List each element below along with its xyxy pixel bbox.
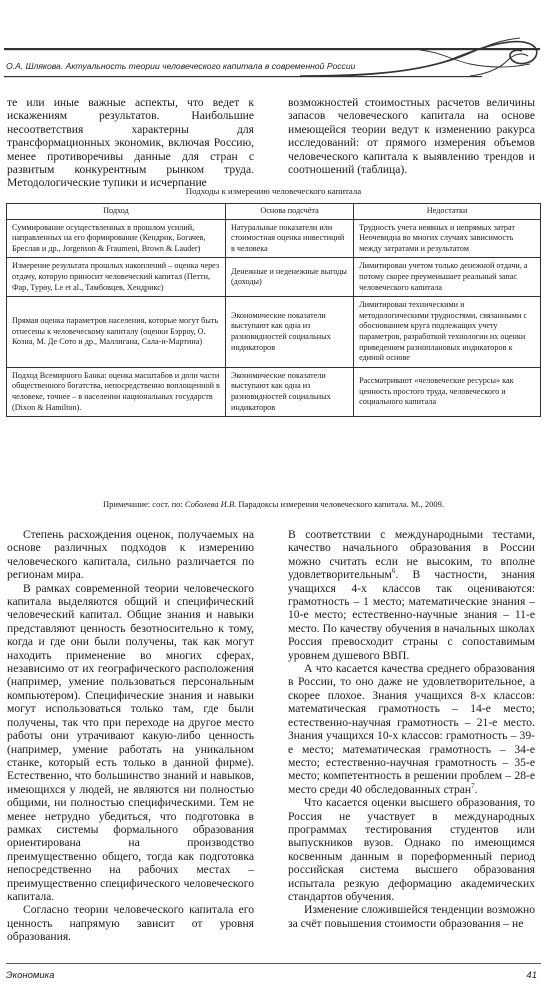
approaches-table <box>6 203 541 417</box>
bottom-left-column <box>7 528 254 944</box>
text-run: В соответствии с международными тестами, качество начального образования в России можно считать если не высоким, то вполне удовлетворительным <box>288 528 535 582</box>
approach-cell: Прямая оценка параметров населения, которые могут быть отнесены к человеческому капиталу (оценки Бэрроу, О. Козна, М. Де Сото и др., Маллигана, Сала-и-Мартина) <box>7 297 226 368</box>
text-run: А что касается качества среднего образования в России, то оно даже не удовлетворительное, а скорее плохое. Знания учащихся 8-х классов: математическая грамотность – 14-е место; естественно-научная грамотность – 21-е место. Знания учащихся 10-х классов: грамотность – 39-е место; математическая грамотность – 34-е место; естественно-научная грамотность – 35-е место; компетентность в решении проблем – 28-е место среди 40 обследованных стран <box>288 662 535 796</box>
note-source: Парадоксы измерения человеческого капитала. М., 2009. <box>236 499 444 509</box>
header-ornament <box>0 30 547 90</box>
table-note <box>0 499 547 509</box>
footnote-ref[interactable]: 6 <box>391 567 396 576</box>
drawbacks-cell: Лимитирован техническими и методологическими трудностями, связанными с обоснованием круга подлежащих учету параметров, разработкой технологии их оценки приведением разноплановых индикаторов к единой основе <box>354 297 541 368</box>
drawbacks-cell: Трудность учета неявных и непрямых затрат Неочевидна во многих случаях зависимость между затратами и результатом <box>354 219 541 258</box>
basis-cell: Натуральные показатели или стоимостная оценка инвестиций в человека <box>225 219 353 258</box>
column-header: Недостатки <box>354 204 541 220</box>
text-run: . <box>474 782 478 796</box>
bottom-right-column <box>288 528 535 930</box>
top-right-column <box>288 96 535 176</box>
running-title: О.А. Шлякова. Актуальность теории человеческого капитала в современной России <box>6 61 356 71</box>
table-caption: Подходы к измерению человеческого капитала <box>185 186 362 196</box>
table-header-row <box>7 204 541 220</box>
paragraph: те или иные важные аспекты, что ведет к искажениям результатов. Наибольшие несоответствия характерны для трансформационных экономик, включая Россию, менее противоречивы данные для стран с развитым конкурентным рынком труда. Методологические тупики и исчерпание <box>7 96 254 190</box>
footnote-ref[interactable]: 7 <box>471 781 475 790</box>
drawbacks-cell: Лимитирован учетом только денежной отдачи, а потому скорее преуменьшает реальный запас человеческого капитала <box>354 258 541 297</box>
paragraph: Изменение сложившейся тенденции возможно за счёт повышения стоимости образования – не <box>288 903 535 930</box>
paragraph: Что касается оценки высшего образования, то Россия не участвует в международных программах тестирования студентов или выпускников вузов. Однако по имеющимся косвенным данным в пореформенный период российская система высшего образования испытала резкую деформацию академических стандартов обучения. <box>288 796 535 903</box>
page-number: 41 <box>526 970 537 981</box>
table-row <box>7 258 541 297</box>
basis-cell: Экономические показатели выступают как одна из разновидностей социальных индикаторов <box>225 297 353 368</box>
basis-cell: Денежные и неденежные выгоды (доходы) <box>225 258 353 297</box>
paragraph <box>288 662 535 796</box>
note-author: Соболева И.В. <box>184 499 237 509</box>
journal-name: Экономика <box>6 970 55 981</box>
text-run: . В частности, знания учащихся 4-х классов так оцениваются: грамотность – 1 место; математические знания – 10-е место; естественно-научные знания – 11-е место. По качеству обучения в начальных школах Россия превосходит страны с сопоставимым уровнем душевого ВВП. <box>288 568 535 662</box>
footer-rule <box>6 963 541 964</box>
column-header: Подход <box>7 204 226 220</box>
paragraph: В рамках современной теории человеческого капитала выделяются общий и специфический человеческий капитал. Общие знания и навыки представляют ценность безотносительно к тому, когда и где они были получены, так как могут находить применение во многих сферах, независимо от их географического расположения (например, умение пользоваться персональным компьютером). Специфические знания и навыки могут использоваться только там, где были получены, так что при переходе на другое место работы они утрачивают какую-либо ценность (например, умение работать на уникальном станке, который есть только в данной фирме). Естественно, что большинство знаний и навыков, имеющихся у людей, не являются ни полностью общими, ни полностью специфическими. Тем не менее нетрудно убедиться, что подготовка в рамках системы формального образования ориентирована на производство преимущественно общего, тогда как подготовка непосредственно на рабочих местах – преимущественно специфического человеческого капитала. <box>7 581 254 903</box>
approach-cell: Измерение результата прошлых накоплений – оценка через отдачу, которую приносит человеческий капитал (Петти, Фар, Турөу, Le et al., Тамбовцев, Хендрикс) <box>7 258 226 297</box>
table-row <box>7 219 541 258</box>
table-row <box>7 297 541 368</box>
basis-cell: Экономические показатели выступают как одна из разновидностей социальных индикаторов <box>225 367 353 416</box>
running-header <box>0 30 547 90</box>
top-left-column <box>7 96 254 190</box>
table-row <box>7 367 541 416</box>
paragraph: Согласно теории человеческого капитала его ценность напрямую зависит от уровня образования. <box>7 903 254 944</box>
paragraph: Степень расхождения оценок, получаемых на основе различных подходов к измерению человеческого капитала, сильно различается по регионам мира. <box>7 528 254 582</box>
drawbacks-cell: Рассматривают «человеческие ресурсы» как ценность простого труда, человеческого и социального капитала <box>354 367 541 416</box>
paragraph <box>288 528 535 662</box>
approach-cell: Суммирование осуществленных в прошлом усилий, направленных на его формирование (Кендрик, Богачев, Бреслав и др., Jorgenson & Fraumeni, Brown & Lauder) <box>7 219 226 258</box>
column-header: Основа подсчёта <box>225 204 353 220</box>
approach-cell: Подход Всемирного Банка: оценка масштабов и доли части общественного богатства, непосредственно воплощенной в человеке, точнее – в населении национальных государств (Dixon & Hamilton). <box>7 367 226 416</box>
paragraph: возможностей стоимостных расчетов величины запасов человеческого капитала на основе имеющейся теории ведут к изменению ракурса исследований: от прямого измерения объемов человеческого капитала к выявлению трендов и соотношений (таблица). <box>288 96 535 177</box>
note-prefix: Примечание: сост. по: <box>103 499 185 509</box>
